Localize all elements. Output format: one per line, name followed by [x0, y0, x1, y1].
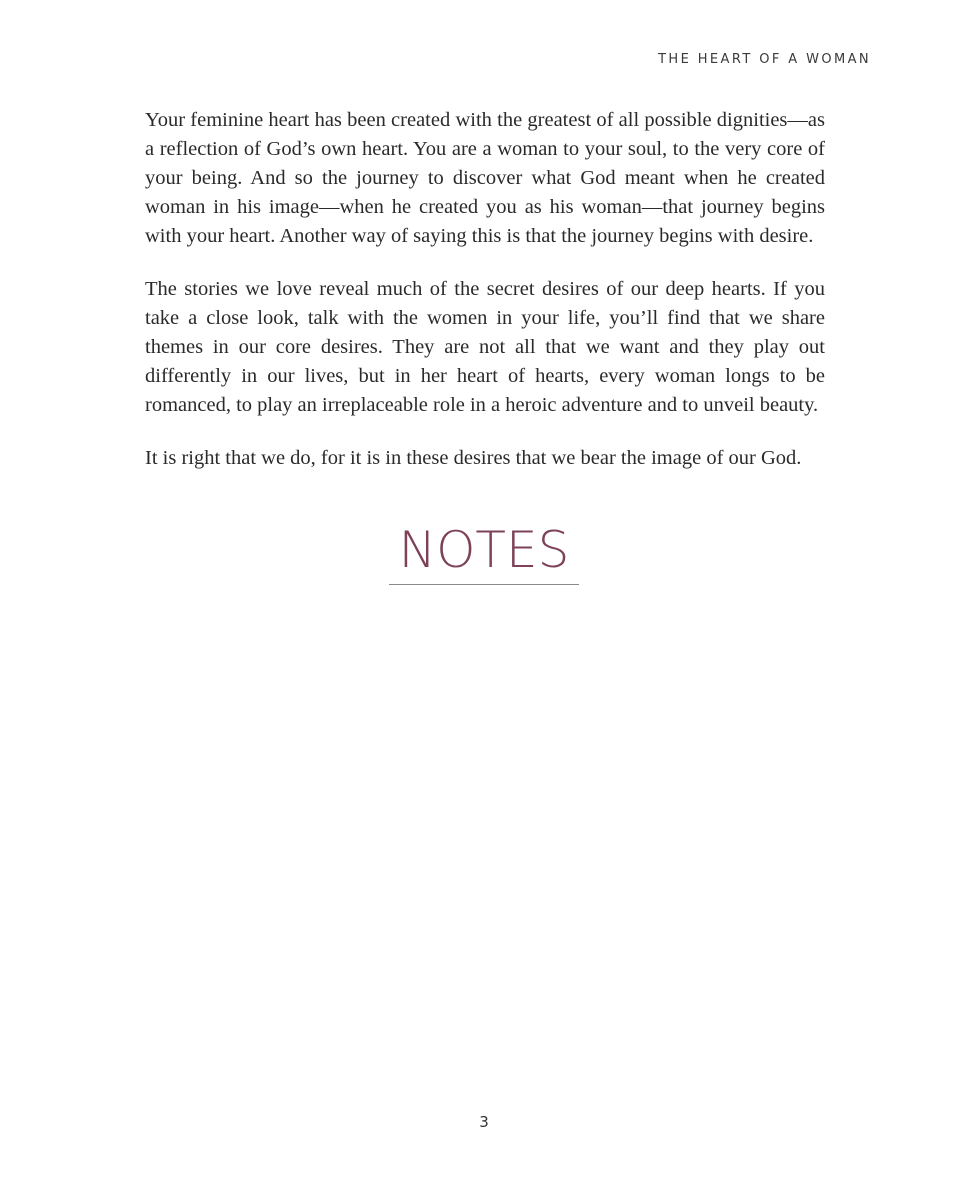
- paragraph-3: It is right that we do, for it is in these desires that we bear the image of our God.: [145, 447, 802, 469]
- notes-heading: NOTES: [398, 521, 570, 579]
- body-text: [145, 106, 825, 497]
- running-header: THE HEART OF A WOMAN: [658, 52, 871, 67]
- page-number: 3: [479, 1113, 489, 1131]
- notes-underline: [389, 584, 579, 585]
- paragraph-2: The stories we love reveal much of the secret desires of our deep hearts. If you take a close look, talk with the women in your life, you’ll find that we share themes in our core desires. They are not all that we want and they play out differently in our lives, but in her heart of hearts, every woman longs to be romanced, to play an irreplaceable role in a heroic adventure and to unveil beauty.: [145, 278, 825, 416]
- paragraph-1: Your feminine heart has been created with the greatest of all possible dignities—as a reflection of God’s own heart. You are a woman to your soul, to the very core of your being. And so the journey to discover what God meant when he created woman in his image—when he created you as his woman—that journey begins with your heart. Another way of saying this is that the journey begins with desire.: [145, 109, 825, 247]
